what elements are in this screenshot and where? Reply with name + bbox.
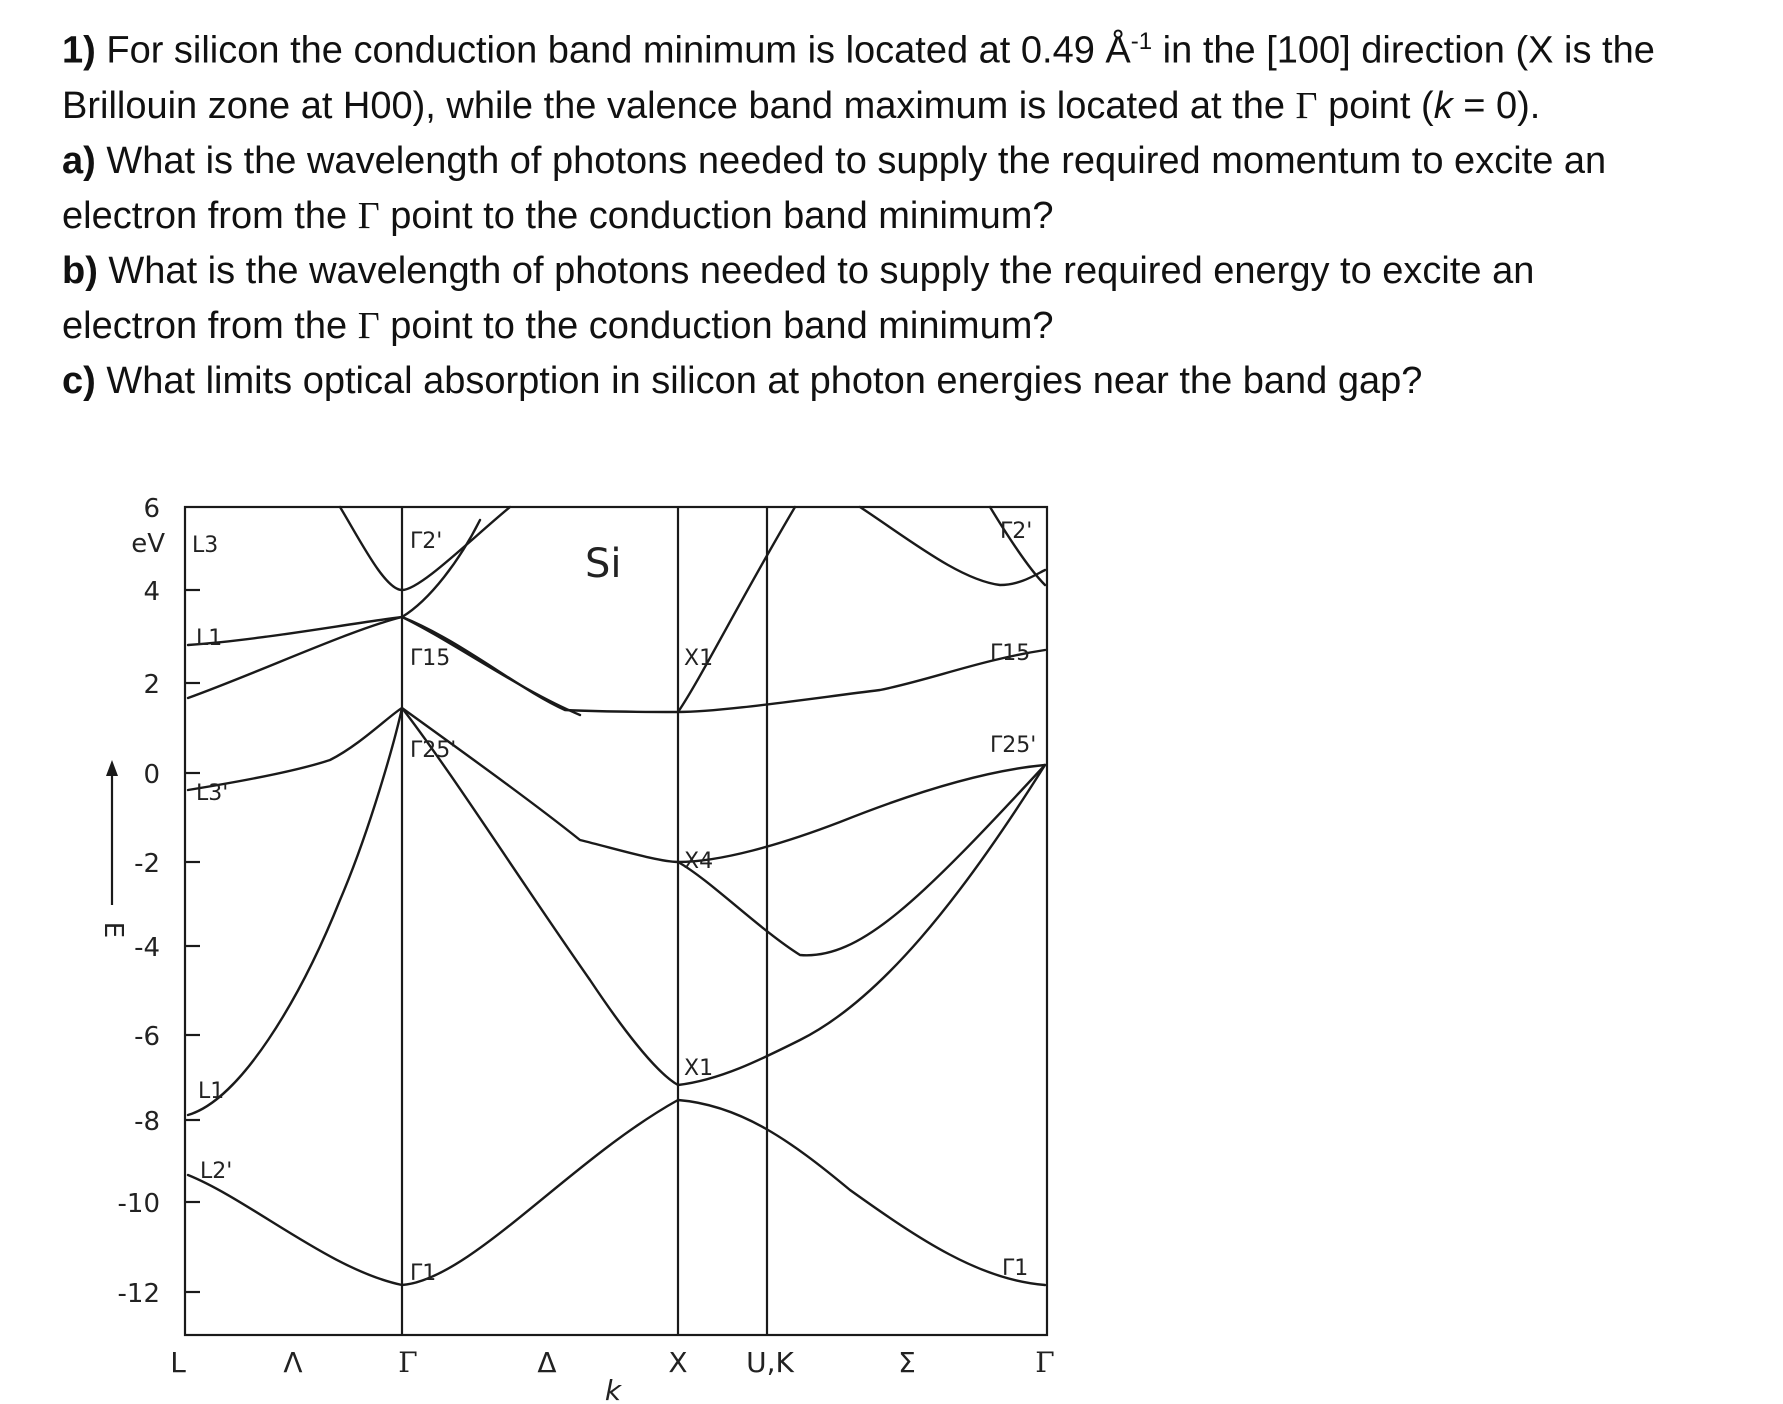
gamma-symbol: Γ bbox=[357, 304, 380, 347]
energy-tick-label: 2 bbox=[143, 670, 160, 700]
superscript: -1 bbox=[1130, 28, 1153, 55]
question-line-6 bbox=[62, 299, 1762, 354]
question-text-span: point ( bbox=[1317, 84, 1434, 127]
k-label: Γ bbox=[1035, 1346, 1055, 1379]
k-label: Λ bbox=[283, 1346, 303, 1379]
question-text-span: point to the conduction band minimum? bbox=[379, 304, 1054, 347]
point-label-G25p: Γ25' bbox=[990, 733, 1037, 758]
part-b-label: b) bbox=[62, 249, 98, 292]
point-label-L2p: L2' bbox=[200, 1159, 233, 1184]
band-curve bbox=[402, 708, 1045, 862]
energy-tick-label: 6 bbox=[143, 494, 160, 524]
question-text-span: For silicon the conduction band minimum is located at 0.49 Å bbox=[95, 29, 1131, 72]
band-curve bbox=[188, 507, 795, 712]
question-text-span: Brillouin zone at H00), while the valence band maximum is located at the bbox=[62, 84, 1296, 127]
wavevector-symbol: k bbox=[604, 1374, 622, 1404]
k-symbol: k bbox=[1433, 84, 1453, 127]
point-label-L3: L3 bbox=[192, 533, 219, 558]
energy-tick-label: 4 bbox=[143, 577, 160, 607]
plot-frame bbox=[185, 507, 1047, 1335]
question-line-1 bbox=[62, 14, 1762, 79]
point-label-L1: L1 bbox=[196, 626, 223, 651]
question-number: 1) bbox=[62, 29, 96, 72]
energy-tick-label: -10 bbox=[117, 1189, 160, 1219]
k-label: U,K bbox=[746, 1346, 794, 1379]
energy-tick-label: -4 bbox=[134, 933, 160, 963]
point-label-X1: X1 bbox=[684, 646, 714, 671]
k-label: Δ bbox=[537, 1346, 557, 1379]
energy-axis-symbol: E bbox=[98, 921, 128, 939]
gamma-symbol: Γ bbox=[357, 194, 380, 237]
energy-arrow-head bbox=[106, 760, 118, 776]
question-text-span: electron from the bbox=[62, 194, 358, 237]
question-line-2 bbox=[62, 79, 1762, 134]
question-text-span: electron from the bbox=[62, 304, 358, 347]
energy-tick-label: 0 bbox=[143, 760, 160, 790]
energy-tick-label: -6 bbox=[134, 1022, 160, 1052]
point-label-G1: Γ1 bbox=[410, 1261, 437, 1286]
point-label-G1: Γ1 bbox=[1002, 1256, 1029, 1281]
energy-tick-label: -2 bbox=[134, 849, 160, 879]
band-curve bbox=[678, 1100, 1045, 1285]
question-line-4 bbox=[62, 189, 1762, 244]
k-label: X bbox=[668, 1346, 688, 1379]
k-label: Σ bbox=[898, 1346, 916, 1379]
point-label-G25p: Γ25' bbox=[410, 738, 457, 763]
energy-unit-label: eV bbox=[131, 529, 165, 559]
point-label-G2p: Γ2' bbox=[410, 529, 443, 554]
point-label-X4: X4 bbox=[684, 849, 714, 874]
band-structure-figure bbox=[0, 440, 1783, 1404]
part-c-label: c) bbox=[62, 359, 96, 402]
energy-tick-label: -8 bbox=[134, 1107, 160, 1137]
question-text-span: = 0). bbox=[1452, 84, 1541, 127]
band-curve bbox=[402, 708, 678, 1085]
energy-tick-label: -12 bbox=[117, 1279, 160, 1309]
band-curve bbox=[678, 765, 1045, 955]
gamma-symbol: Γ bbox=[1295, 84, 1318, 127]
band-curve bbox=[188, 1100, 678, 1285]
part-b-text: What is the wavelength of photons needed to supply the required energy to excite an bbox=[97, 249, 1535, 292]
point-label-X1: X1 bbox=[684, 1056, 714, 1081]
part-c-text: What limits optical absorption in silicon at photon energies near the band gap? bbox=[95, 359, 1423, 402]
point-label-G15: Γ15 bbox=[990, 641, 1031, 666]
k-label: L bbox=[170, 1346, 186, 1379]
part-a-text: What is the wavelength of photons needed to supply the required momentum to excite an bbox=[95, 139, 1607, 182]
material-label: Si bbox=[585, 541, 622, 587]
question-text-span: point to the conduction band minimum? bbox=[379, 194, 1054, 237]
point-label-L1: L1 bbox=[198, 1079, 225, 1104]
question-line-5 bbox=[62, 244, 1762, 299]
point-label-L3p: L3' bbox=[196, 781, 229, 806]
band-curve bbox=[188, 708, 402, 790]
k-label: Γ bbox=[398, 1346, 418, 1379]
point-label-G2p: Γ2' bbox=[1000, 519, 1033, 544]
question-line-7 bbox=[62, 354, 1762, 409]
question-text bbox=[62, 14, 1762, 409]
question-text-span: in the [100] direction (X is the bbox=[1152, 29, 1655, 72]
question-line-3 bbox=[62, 134, 1762, 189]
part-a-label: a) bbox=[62, 139, 96, 182]
point-label-G15: Γ15 bbox=[410, 646, 451, 671]
